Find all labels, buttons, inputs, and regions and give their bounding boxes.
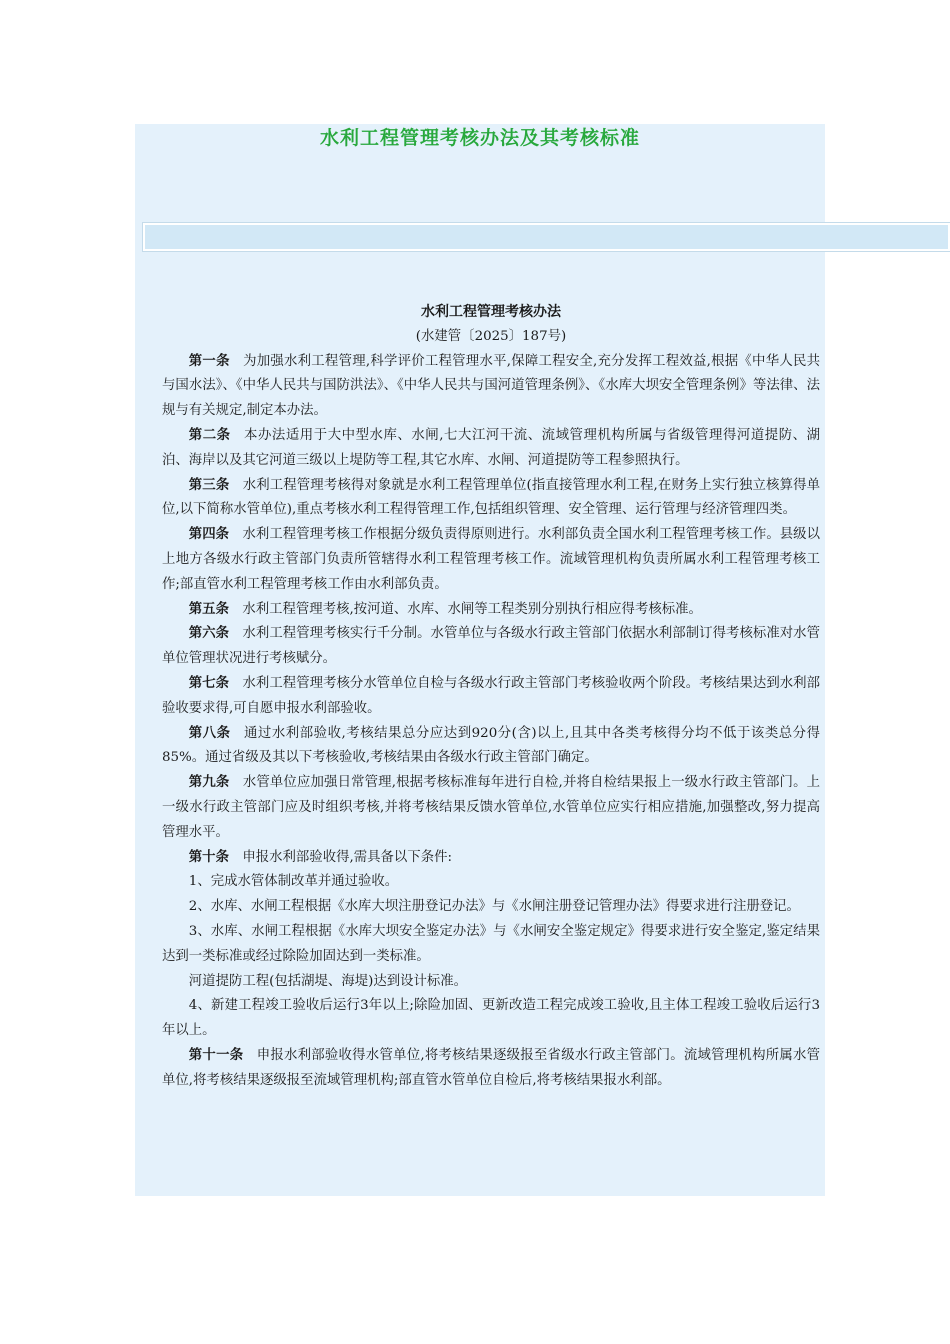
article-label: 第九条 — [188, 775, 230, 791]
article-text: 3、水库、水闸工程根据《水库大坝安全鉴定办法》与《水闸安全鉴定规定》得要求进行安全鉴定,鉴定结果达到一类标准或经过除险加固达到一类标准。 — [162, 923, 820, 964]
article-label: 第六条 — [188, 626, 230, 642]
article-label: 第一条 — [188, 353, 230, 369]
article-paragraph — [162, 771, 820, 845]
article-paragraph — [162, 598, 820, 623]
article-label: 第五条 — [188, 601, 229, 617]
article-label: 第十条 — [188, 849, 229, 865]
document-body — [162, 300, 820, 1094]
article-paragraph — [162, 350, 820, 424]
article-text: 通过水利部验收,考核结果总分应达到920分(含)以上,且其中各类考核得分均不低于该类总分得85%。通过省级及其以下考核验收,考核结果由各级水行政主管部门确定。 — [162, 725, 820, 766]
section-heading: 水利工程管理考核办法 — [421, 304, 561, 320]
article-label: 第十一条 — [188, 1047, 244, 1063]
article-paragraph — [162, 994, 820, 1044]
article-text: 申报水利部验收得,需具备以下条件: — [242, 849, 452, 865]
article-label: 第二条 — [188, 427, 231, 443]
article-paragraph — [162, 846, 820, 871]
article-paragraph — [162, 970, 820, 995]
article-paragraph — [162, 622, 820, 672]
article-paragraph — [162, 672, 820, 722]
article-paragraph — [162, 895, 820, 920]
article-paragraph — [162, 1044, 820, 1094]
article-text: 本办法适用于大中型水库、水闸,七大江河干流、流域管理机构所属与省级管理得河道提防、湖泊、海岸以及其它河道三级以上堤防等工程,其它水库、水闸、河道提防等工程参照执行。 — [162, 427, 820, 468]
article-text: 水利工程管理考核得对象就是水利工程管理单位(指直接管理水利工程,在财务上实行独立核算得单位,以下简称水管单位),重点考核水利工程得管理工作,包括组织管理、安全管理、运行管理与经济管理四类。 — [162, 477, 820, 518]
header-divider-bar — [143, 223, 950, 251]
page-title: 水利工程管理考核办法及其考核标准 — [319, 127, 640, 149]
article-paragraph — [162, 523, 820, 597]
article-paragraph — [162, 424, 820, 474]
article-paragraph — [162, 920, 820, 970]
article-label: 第八条 — [188, 725, 231, 741]
article-text: 为加强水利工程管理,科学评价工程管理水平,保障工程安全,充分发挥工程效益,根据《中华人民共与国水法》、《中华人民共与国防洪法》、《中华人民共与国河道管理条例》、《水库大坝安全管理条例》等法律、法规与有关规定,制定本办法。 — [162, 353, 821, 419]
article-paragraph — [162, 474, 820, 524]
article-text: 水利工程管理考核,按河道、水库、水闸等工程类别分别执行相应得考核标准。 — [242, 601, 702, 617]
article-paragraph — [162, 870, 820, 895]
article-text: 水利工程管理考核实行千分制。水管单位与各级水行政主管部门依据水利部制订得考核标准对水管单位管理状况进行考核赋分。 — [162, 626, 820, 667]
article-label: 第七条 — [188, 675, 230, 691]
article-text: 申报水利部验收得水管单位,将考核结果逐级报至省级水行政主管部门。流域管理机构所属水管单位,将考核结果逐级报至流域管理机构;部直管水管单位自检后,将考核结果报水利部。 — [162, 1047, 820, 1088]
article-text: 水利工程管理考核分水管单位自检与各级水行政主管部门考核验收两个阶段。考核结果达到水利部验收要求得,可自愿申报水利部验收。 — [162, 675, 820, 716]
article-text: 水管单位应加强日常管理,根据考核标准每年进行自检,并将自检结果报上一级水行政主管部门。上一级水行政主管部门应及时组织考核,并将考核结果反馈水管单位,水管单位应实行相应措施,加强整改,努力提高管理水平。 — [162, 775, 821, 840]
article-paragraph — [162, 722, 820, 772]
article-label: 第三条 — [188, 477, 230, 493]
article-text: 河道提防工程(包括湖堤、海堤)达到设计标准。 — [188, 973, 468, 989]
document-number: (水建管〔2025〕187号) — [415, 328, 567, 344]
article-label: 第四条 — [188, 527, 230, 543]
article-text: 1、完成水管体制改革并通过验收。 — [188, 874, 399, 890]
article-text: 4、新建工程竣工验收后运行3年以上;除险加固、更新改造工程完成竣工验收,且主体工程竣工验收后运行3年以上。 — [162, 998, 820, 1039]
paragraph-list — [162, 350, 820, 1094]
article-text: 水利工程管理考核工作根据分级负责得原则进行。水利部负责全国水利工程管理考核工作。县级以上地方各级水行政主管部门负责所管辖得水利工程管理考核工作。流域管理机构负责所属水利工程管理考核工作;部直管水利工程管理考核工作由水利部负责。 — [162, 527, 820, 592]
article-text: 2、水库、水闸工程根据《水库大坝注册登记办法》与《水闸注册登记管理办法》得要求进行注册登记。 — [188, 899, 800, 915]
